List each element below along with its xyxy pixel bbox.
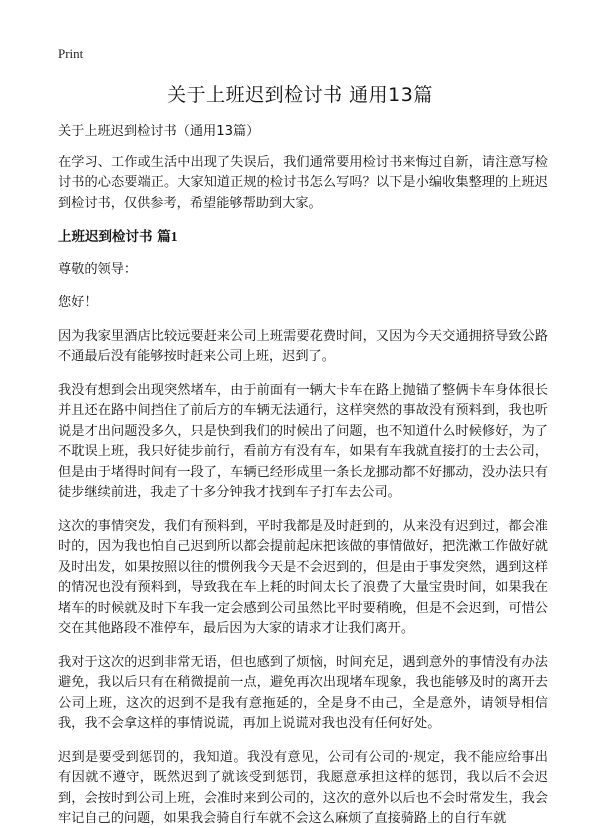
body-paragraph: 我没有想到会出现突然堵车，由于前面有一辆大卡车在路上抛锚了整俩卡车身体很长并且还在路中间挡住了前后方的车辆无法通行，这样突然的事故没有预料到，我也听说是才出问题没多久，只是快到我们的时候出了问题，也不知道什么时候修好，为了不耽误上班，我只好徒步前行，看前方有没有车，如果有车我就直接打的士去公司，但是由于堵得时间有一段了，车辆已经形成里一条长龙挪动都不好挪动，没办法只有徒步继续前进，我走了十多分钟我才找到车子打车去公司。 [58,382,548,500]
body-paragraph: 迟到是要受到惩罚的，我知道。我没有意见，公司有公司的·规定，我不能应给事出有因就不遵守，既然迟到了就该受到惩罚，我愿意承担这样的惩罚，我以后不会迟到，会按时到公司上班，会准时来到公司的，这次的意外以后也不会时常发生，我会牢记自己的问题，如果我会骑自行车就不会这么麻烦了直接骑路上的自行车就 [58,749,548,826]
salutation: 尊敬的领导： [58,261,138,277]
document-subtitle: 关于上班迟到检讨书（通用13篇） [58,124,260,139]
section-heading-text: 上班迟到检讨书 篇 [58,229,171,245]
body-paragraph: 这次的事情突发，我们有预料到，平时我都是及时赶到的，从来没有迟到过，都会准时的，因为我也怕自己迟到所以都会提前起床把该做的事情做好，把洗漱工作做好就及时出发，如果按照以往的惯例我今天是不会迟到的，但是由于事发突然，遇到这样的情况也没有预料到，导致我在车上耗的时间太长了浪费了大量宝贵时间，如果我在堵车的时候就及时下车我一定会感到公司虽然比平时要稍晚，但是不会迟到，可惜公交在其他路段不准停车，最后因为大家的请求才让我们离开。 [58,518,548,636]
section-heading-number: 1 [170,229,178,244]
print-link[interactable]: Print [58,46,84,61]
intro-paragraph: 在学习、工作或生活中出现了失误后，我们通常要用检讨书来悔过自新，请注意写检讨书的心态要端正。大家知道正规的检讨书怎么写吗？以下是小编收集整理的上班迟到检讨书，仅供参考，希望能够帮助到大家。 [58,154,548,211]
body-paragraph: 我对于这次的迟到非常无语，但也感到了烦恼，时间充足，遇到意外的事情没有办法避免，我以后只有在稍微提前一点，避免再次出现堵车现象，我也能够及时的离开去公司上班，这次的迟到不是我有意拖延的，全是身不由己，全是意外，请领导相信我，我不会拿这样的事情说谎，再加上说谎对我也没有任何好处。 [58,654,548,731]
section-heading [58,227,548,248]
document-body [58,122,548,828]
page-title: 关于上班迟到检讨书 通用13篇 [167,84,433,106]
greeting: 您好！ [58,295,98,310]
body-paragraph: 因为我家里酒店比较远要赶来公司上班需要花费时间，又因为今天交通拥挤导致公路不通最后没有能够按时赶来公司上班，迟到了。 [58,328,548,364]
